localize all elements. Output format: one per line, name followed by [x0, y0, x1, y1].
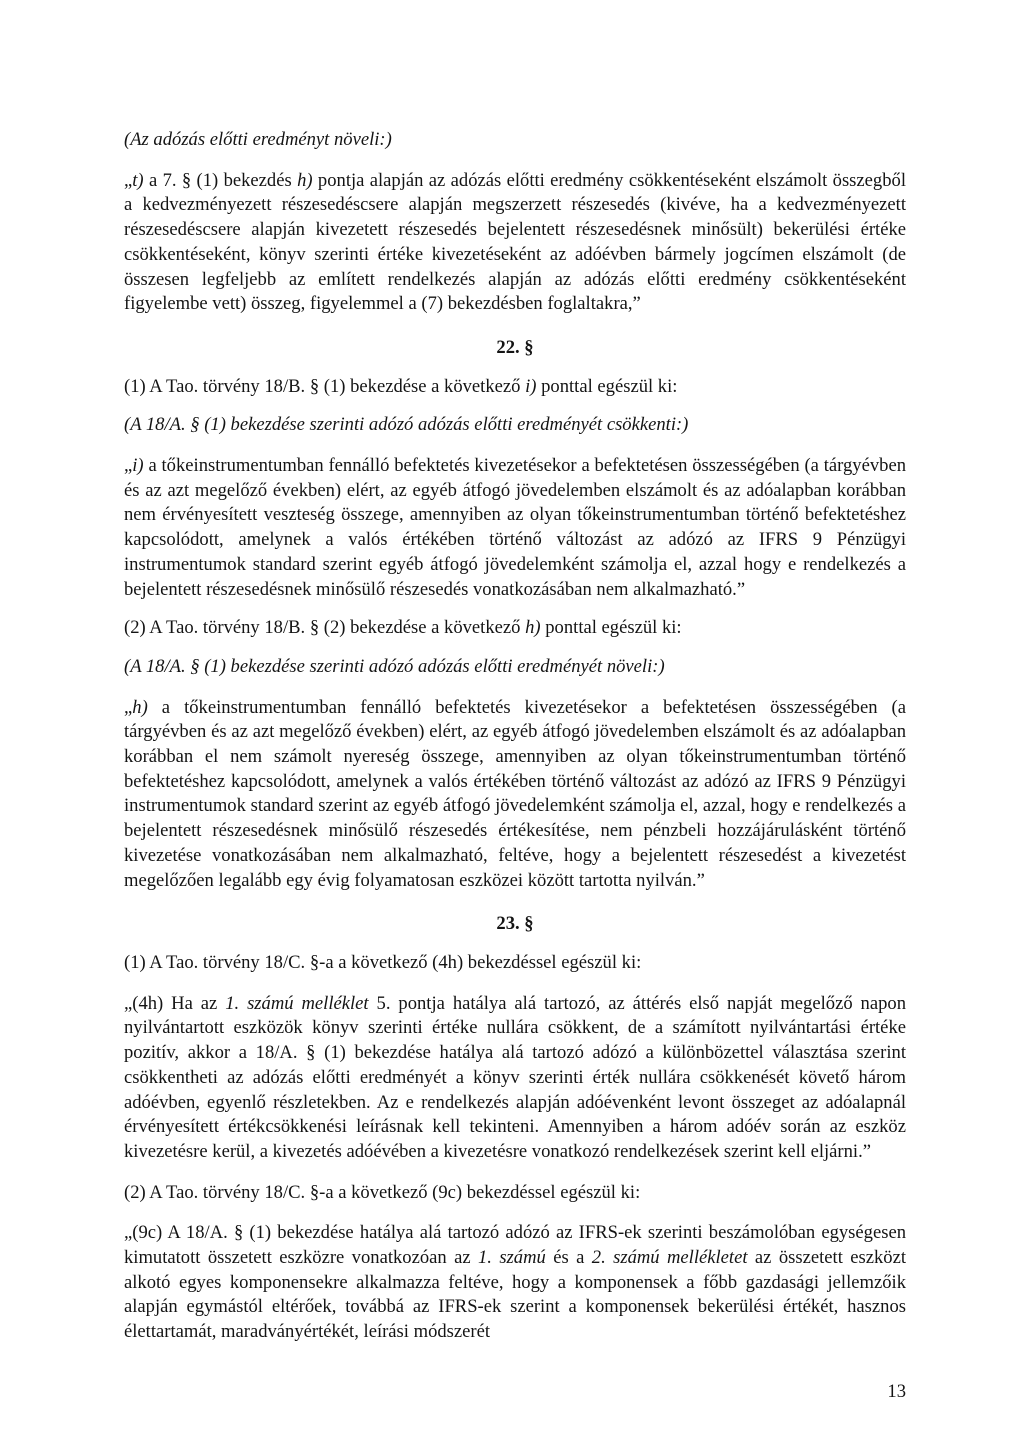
page-number: 13: [887, 1381, 906, 1402]
document-page: [124, 128, 906, 1345]
annex-reference: 1. számú: [477, 1247, 546, 1269]
amendment-intro: (2) A Tao. törvény 18/C. §-a a következő (9c) bekezdéssel egészül ki:: [124, 1181, 641, 1203]
caption-increases: (Az adózás előtti eredményt növeli:): [124, 129, 392, 150]
point-letter: i): [132, 455, 144, 477]
quote-mark: „: [124, 455, 133, 477]
section-heading-22: 22. §: [496, 336, 534, 358]
point-letter: h): [525, 617, 541, 639]
paragraph-h: [124, 696, 906, 894]
paragraph-text: a tőkeinstrumentumban fennálló befektetés kivezetésekor a befektetésen összességében (a tárgyévben és az azt megelőző években) elért, az egyéb átfogó jövedelemben elszámolt és az adóalapban korábban el nem számolt nyereség összege, amennyiben az olyan tőkeinstrumentumban történő befektetéshez kapcsolódott, amelynek a valós értékében történő változást az adózó az IFRS 9 Pénzügyi instrumentumok standard szerint az egyéb átfogó jövedelemként számolja el, azzal, hogy e rendelkezés a bejelentett részesedésnek minősülő részesedés értékesítése, nem pénzbeli hozzájárulásként történő kivezetése vonatkozásában nem alkalmazható, feltéve, hogy a bejelentett részesedést a kivezetést megelőzően legalább egy évig folyamatosan eszközei között tartotta nyilván.”: [124, 696, 906, 891]
amendment-intro: [124, 616, 906, 641]
caption-decreases: (A 18/A. § (1) bekezdése szerinti adózó adózás előtti eredményét csökkenti:): [124, 414, 689, 436]
point-letter: i): [525, 375, 537, 397]
paragraph-text: (2) A Tao. törvény 18/B. § (2) bekezdése a következő: [124, 617, 526, 639]
paragraph-text: a 7. § (1) bekezdés: [143, 169, 298, 191]
annex-reference: 2. számú mellékletet: [591, 1247, 748, 1269]
paragraph-text: pontja alapján az adózás előtti eredmény csökkentéseként elszámolt összegből a kedvezményezett részesedéscsere alapján megszerzett részesedés (kivéve, ha a kedvezményezett részesedéscsere alapján kivezetett részesedés bejelentett részesedésnek minősült) bekerülési értéke csökkentéseként, könyv szerinti értéke kivezetéseként az adóévben bármely jogcímen elszámolt (de összesen legfeljebb az említett rendelkezés alapján az adózás előtti eredmény csökkentéseként figyelembe vett) összeg, figyelemmel a (7) bekezdésben foglaltakra,”: [124, 169, 906, 315]
paragraph-text: (1) A Tao. törvény 18/B. § (1) bekezdése a következő: [124, 375, 526, 397]
paragraph-text: „(9c) A 18/A. § (1) bekezdése hatálya alá tartozó adózó az IFRS-ek szerinti beszámolóban egységesen kimutatott összetett eszközre vonatkozóan az: [124, 1222, 906, 1269]
paragraph-i: [124, 454, 906, 602]
paragraph-text: ponttal egészül ki:: [536, 375, 678, 397]
paragraph-4h: [124, 992, 906, 1165]
paragraph-text: az összetett eszközt alkotó egyes komponensekre alkalmazza feltéve, hogy a komponensek a főbb gazdasági jellemzőik alapján egymástól eltérőek, továbbá az IFRS-ek szerint a komponensek bekerülési értékét, hasznos élettartamát, maradványértékét, leírási módszerét: [124, 1247, 907, 1343]
amendment-intro: (1) A Tao. törvény 18/C. §-a a következő (4h) bekezdéssel egészül ki:: [124, 951, 642, 973]
paragraph-text: 5. pontja hatálya alá tartozó, az áttérés első napját megelőző napon nyilvántartott eszközök könyv szerinti értéke nullára csökkent, de a számított nyilvántartási értéke pozitív, akkor a 18/A. § (1) bekezdése hatálya alá tartozó adózó a különbözettel választása szerint csökkentheti az adózás előtti eredményét a könyv szerinti érték nullára csökkenését követő három adóévben, egyenlő részletekben. Az e rendelkezés alapján adóévenként levont összeget az adóalapnál érvényesített értékcsökkenési leírásnak kell tekinteni. Amennyiben a három adóév során az eszköz kivezetésre kerül, a kivezetés adóévében a kivezetésre vonatkozó rendelkezések szerint kell eljárni.”: [124, 992, 906, 1162]
paragraph-9c: [124, 1221, 906, 1345]
caption-increases: (A 18/A. § (1) bekezdése szerinti adózó adózás előtti eredményét növeli:): [124, 655, 665, 677]
point-letter: h): [132, 696, 148, 718]
amendment-intro: [124, 375, 906, 400]
annex-reference: 1. számú melléklet: [225, 992, 369, 1014]
paragraph-text: ponttal egészül ki:: [540, 617, 682, 639]
quote-mark: „: [124, 696, 133, 718]
point-letter: t): [132, 169, 144, 191]
paragraph-t: [124, 169, 906, 317]
paragraph-text: „(4h) Ha az: [124, 992, 226, 1014]
paragraph-text: a tőkeinstrumentumban fennálló befektetés kivezetésekor a befektetésen összességében (a tárgyévben és az azt megelőző években) elért, az egyéb átfogó jövedelemben elszámolt és az adóalapban korábban nem érvényesített veszteség összege, amennyiben az olyan tőkeinstrumentumban történő befektetéshez kapcsolódott, amelynek a valós értékében történő változást az adózó az IFRS 9 Pénzügyi instrumentumok standard szerint egyéb átfogó jövedelemként számolja el, azzal hogy e rendelkezés a bejelentett részesedésnek minősülő részesedés vonatkozásában nem alkalmazható.”: [124, 455, 906, 600]
section-heading-23: 23. §: [496, 913, 534, 935]
point-letter: h): [297, 169, 313, 191]
quote-mark: „: [124, 169, 133, 191]
paragraph-text: és a: [545, 1247, 592, 1269]
